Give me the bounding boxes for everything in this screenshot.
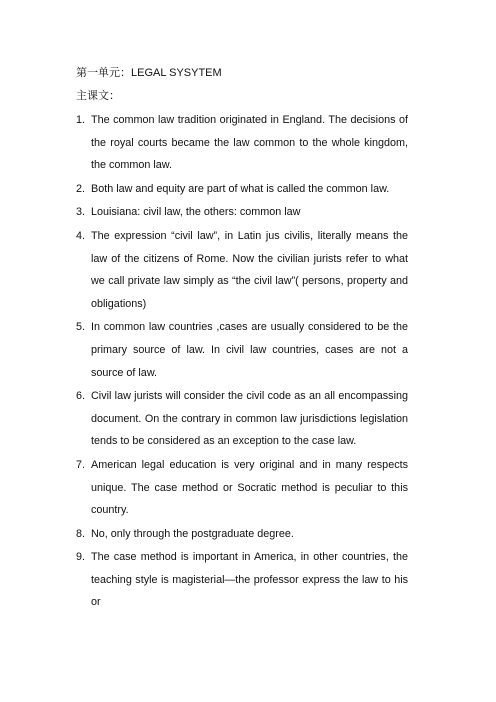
answer-list [76, 109, 408, 614]
unit-title: 第一单元：LEGAL SYSYTEM [76, 67, 222, 79]
section-label: 主课文： [76, 90, 120, 102]
item-text: The common law tradition originated in England. The decisions of the royal courts became the law common to the whole kingdom, the common law. [91, 114, 408, 172]
item-text: The case method is important in America, in other countries, the teaching style is magisterial—the professor express the law to his or [91, 551, 408, 609]
item-text: Civil law jurists will consider the civil code as an all encompassing document. On the contrary in common law jurisdictions legislation tends to be considered as an exception to the case law. [91, 390, 408, 448]
list-item [76, 225, 408, 315]
item-number: 6. [76, 390, 86, 403]
item-number: 1. [76, 114, 86, 126]
list-item [76, 385, 408, 453]
list-item [76, 201, 408, 224]
item-number: 3. [76, 206, 86, 219]
item-text: Both law and equity are part of what is called the common law. [91, 182, 390, 195]
list-item [76, 316, 408, 384]
item-number: 4. [76, 229, 86, 242]
list-item [76, 546, 408, 614]
list-item [76, 454, 408, 522]
item-number: 9. [76, 551, 86, 564]
list-item [76, 109, 408, 177]
item-text: In common law countries ,cases are usually considered to be the primary source of law. In civil law countries, cases are not a source of law. [91, 321, 408, 379]
item-number: 5. [76, 321, 86, 334]
item-number: 7. [76, 458, 86, 471]
item-text: No, only through the postgraduate degree. [91, 527, 294, 540]
item-text: Louisiana: civil law, the others: common law [91, 206, 301, 219]
list-item [76, 178, 408, 201]
item-number: 2. [76, 182, 86, 195]
item-number: 8. [76, 527, 86, 540]
item-text: The expression “civil law”, in Latin jus civilis, literally means the law of the citizens of Rome. Now the civilian jurists refer to what we call private law simply as “the civil law”( persons, property and obligations) [91, 229, 408, 310]
item-text: American legal education is very original and in many respects unique. The case method or Socratic method is peculiar to this country. [91, 458, 408, 517]
list-item [76, 523, 408, 546]
